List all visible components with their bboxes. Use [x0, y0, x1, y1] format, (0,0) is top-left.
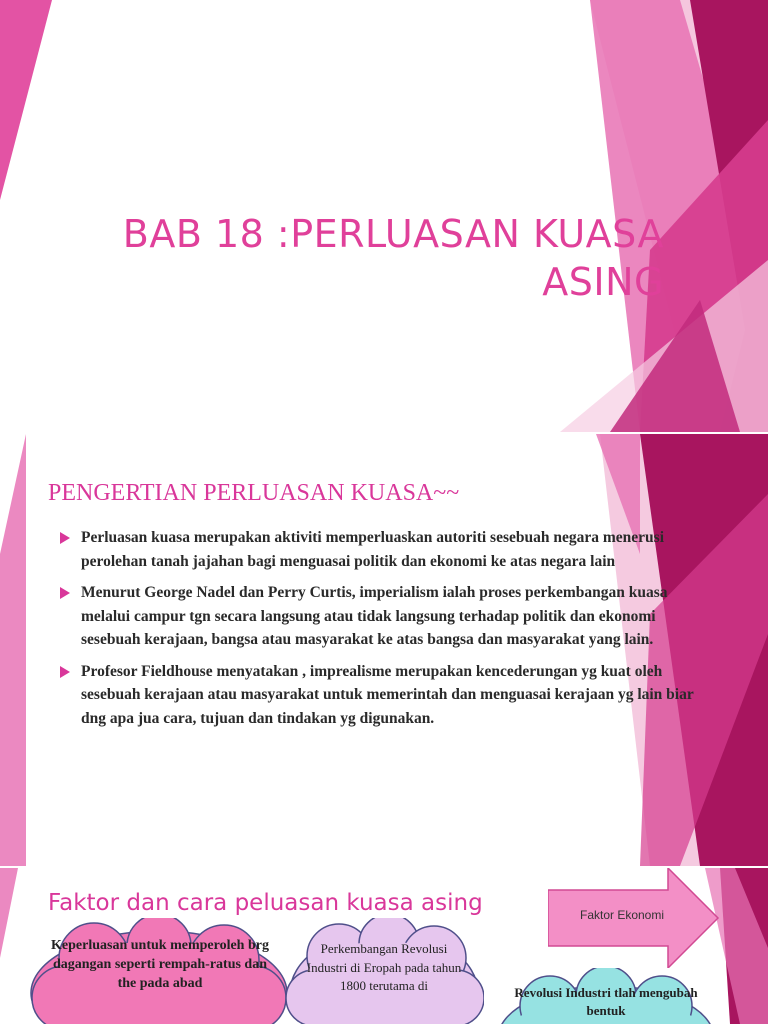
factors-slide	[0, 868, 768, 1024]
slide-title-line-2: ASING	[542, 260, 664, 304]
bullet-text: Menurut George Nadel dan Perry Curtis, imperialism ialah proses perkembangan kuasa melalui campur tgn secara langsung atau tidak langsung terhadap politik dan ekonomi sesebuah kerajaan, bangsa atau masyarakat ke atas bangsa dan masyarakat yang lain.	[81, 584, 668, 648]
section-heading: PENGERTIAN PERLUASAN KUASA~~	[48, 480, 460, 506]
cloud-text: Revolusi Industri tlah mengubah bentuk	[514, 985, 698, 1018]
definition-slide	[0, 434, 768, 866]
bullet-triangle-icon	[60, 666, 70, 678]
arrow-label: Faktor Ekonomi	[579, 908, 665, 922]
section-heading: Faktor dan cara peluasan kuasa asing	[48, 890, 483, 916]
list-item	[60, 660, 705, 731]
bullet-text: Profesor Fieldhouse menyatakan , imprealisme merupakan kencederungan yg kuat oleh sesebuah kerajaan atau masyarakat untuk memerintah dan menguasai kerajaan yg lain biar dng apa jua cara, tujuan dan tindakan yg digunakan.	[81, 662, 694, 727]
slide-title-line-1: BAB 18 :PERLUASAN KUASA	[122, 212, 664, 256]
bullet-text: Perluasan kuasa merupakan aktiviti memperluaskan autoriti sesebuah negara menerusi perolehan tanah jajahan bagi menguasai politik dan ekonomi ke atas negara lain	[81, 529, 665, 570]
title-slide	[0, 0, 768, 432]
definition-list	[60, 526, 705, 738]
cloud-text: Keperluasan untuk memperoleh brg dagangan seperti rempah-ratus dan the pada abad	[51, 938, 269, 991]
slide-title	[104, 210, 664, 306]
cloud-text: Perkembangan Revolusi Industri di Eropah pada tahun 1800 terutama di	[306, 941, 462, 993]
list-item	[60, 526, 705, 573]
bullet-triangle-icon	[60, 532, 70, 544]
list-item	[60, 581, 705, 652]
bullet-triangle-icon	[60, 587, 70, 599]
